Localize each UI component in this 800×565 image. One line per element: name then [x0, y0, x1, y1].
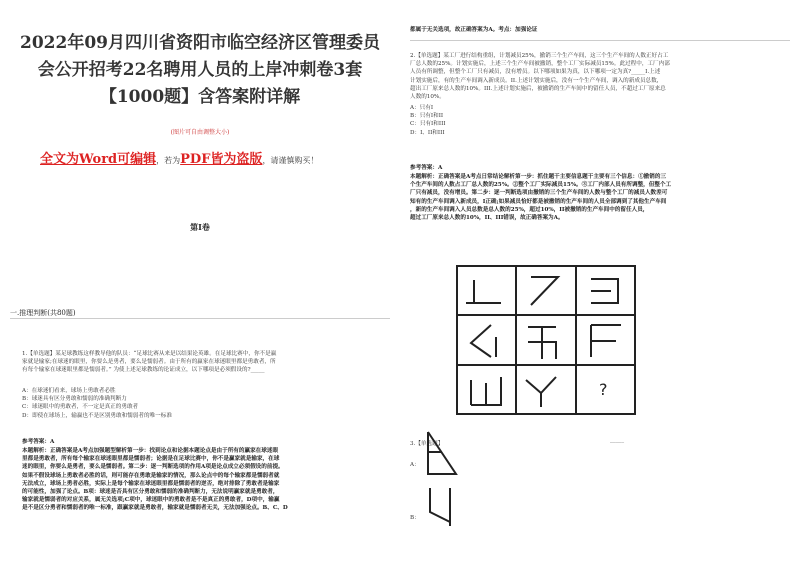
q3-option-b-figure [420, 482, 460, 532]
q3-blank: _____ [610, 437, 624, 443]
cell-1-shape [466, 280, 501, 303]
q2-analysis-line: 知有的生产车间调入新成员，I正确;如果减员恰好都是被撤销的生产车间的人员全部调到了其他生产车间 [410, 198, 667, 205]
word-editable-notice [40, 148, 400, 167]
q2-stem-line: 人数的10%。 [410, 94, 445, 101]
doc-title-line-1: 2022年09月四川省资阳市临空经济区管理委员 [20, 33, 380, 53]
q1-option-d: D：即使在球场上，输赢也不是区别勇敢和懦弱者的唯一标准 [22, 412, 172, 419]
q1-analysis-line: 迷的眼里，你要么是勇者，要么是懦弱者。第二步：逐一判断选项的作用A项是论点成立必须假设的前提。 [22, 464, 284, 471]
q1-options [22, 387, 392, 420]
q2-stem-line: 人员有所调整，但整个工厂只有减员，没有增员。以下哪项如果为真，以下哪项一定为真?_____I.上述 [410, 69, 661, 76]
doc-title-line-3: 【1000题】含答案附详解 [99, 87, 301, 107]
q3-label-text: 3.【单选题】 [410, 441, 444, 447]
option-b-line [430, 488, 450, 522]
cell-8-shape [526, 377, 556, 407]
promo-word: 全文为Word可编辑 [40, 152, 157, 167]
q3-option-a-label: A： [410, 462, 420, 468]
q2-analysis-line: 本题解析：正确答案是A考点日常结论解析第一步：抓住题干主要信息题干主要有三个信息：①撤销的三 [410, 174, 667, 180]
q3-option-a-figure [420, 428, 460, 478]
image-adjust-note: (图片可自由调整大小) [170, 129, 230, 136]
q2-stem [410, 52, 790, 101]
q2-analysis-line: 超过工厂原来总人数的10%，II、III错误，故正确答案为A。 [410, 215, 564, 222]
cell-5-shape [528, 327, 556, 359]
q1-stem-line: 家就是输家;在球迷的眼里，你要么是勇者，要么是懦弱者。由于所有的赢家在球迷眼里都是勇敢者，所 [22, 359, 276, 366]
q2-stem-line: 厂总人数的25%。计划实施后，上述三个生产车间被撤销，整个工厂实际减员15%。此过程中，工厂内部 [410, 61, 670, 68]
q2-stem-line: 2.【单选题】某工厂进行结构重组，计划减员25%，撤销三个生产车间，这三个生产车间的人数正好占工 [410, 53, 669, 59]
q1-analysis-line: 无法成立，球场上勇者必胜，实际上是每个输家在球迷眼里都是懦弱者的逆否，绝对排除了勇敢者是输家 [22, 480, 280, 487]
cell-2-shape [531, 277, 558, 305]
cell-4-shape [471, 325, 496, 357]
q1-analysis-tail: 都属于无关选项，故正确答案为A。考点：加强论证 [410, 27, 538, 33]
cell-7-shape [471, 377, 501, 405]
doc-title-line-2: 会公开招考22名聘用人员的上岸冲刺卷3套 [37, 60, 363, 80]
promo-pdf: PDF皆为盗版 [180, 152, 263, 167]
cell-3-shape [591, 279, 618, 303]
q1-stem-line: 有每个输家在球迷眼里都是懦弱者。” 为使上述足球教练的论证成立，以下哪项是必须假设的?_____ [22, 367, 265, 374]
q2-option-b: B：只有I和II [410, 113, 444, 120]
puzzle-grid-svg [456, 265, 636, 415]
missing-cell-mark: ? [599, 380, 608, 399]
q1-analysis-line: 本题解析：正确答案是A考点加强题型解析第一步：找到论点和论据本题论点是由于所有的赢家在球迷眼 [22, 448, 279, 454]
q1-option-b: B：球迷具有区分勇敢和懦弱的准确判断力 [22, 396, 127, 403]
q1-option-c: C：球迷眼中的勇敢者，不一定是真正的勇敢者 [22, 404, 139, 411]
q2-stem-line: 计划实施后，有的生产车间调入新成员。II.上述计划实施后，没有一个生产车间，调入的新成员总数， [410, 77, 663, 84]
q2-analysis-line: 厂只有减员，没有增员。第二步：逐一判断选项由撤销的三个生产车间的人数与整个工厂的减员人数差可 [410, 190, 668, 197]
q2-ref-answer: 参考答案：A [410, 165, 443, 171]
q2-stem-line: 超出工厂原来总人数的10%。III.上述计划实施后，被撤销的生产车间中的留任人员，不超过工厂原来总 [410, 85, 666, 92]
q1-analysis-line: 是不是区分勇者和懦弱者的唯一标准，跟赢家就是勇敢者，输家就是懦弱者无关，无法加强论点。B、C、D [22, 505, 288, 512]
volume-heading: 第I卷 [190, 222, 210, 232]
promo-warn: ，请谨慎购买！ [262, 156, 319, 165]
q2-option-c: C：只有I和III [410, 121, 446, 128]
q2-analysis-line: 个生产车间的人数占工厂总人数的25%。②整个工厂实际减员15%。③工厂内部人员有所调整，但整个工 [410, 182, 672, 189]
q1-ref-answer: 参考答案：A [22, 439, 55, 445]
q2-analysis-line: ，新的生产车间调入人员总数是总人数的25%，超过10%，II被撤销的生产车间中的留任人员， [410, 206, 649, 213]
divider [410, 40, 790, 41]
q1-analysis-line: 如果不假设球场上勇敢者必胜的话，则可能存在勇敢是输家的情况，那么论点中的每个输家都是懦弱者就 [22, 472, 280, 479]
q1-analysis-line: 里都是勇敢者，所有每个输家在球迷眼里都是懦弱者；论据是在足球比赛中，你不是赢家就是输家，在球 [22, 456, 280, 463]
q1-stem [22, 350, 392, 375]
q2-analysis [410, 173, 790, 222]
q1-analysis-line: 的可能性，加强了论点。B项：球迷是否具有区分勇敢和懦弱的准确判断力，无法说明赢家就是勇敢者， [22, 489, 279, 496]
q2-options [410, 104, 446, 137]
q1-stem-line: 1.【单选题】某足球教练这样教导他的队员：“足球比赛从来是以结果论英雄。在足球比赛中，你不是赢 [22, 351, 277, 357]
section-heading: 一.推理判断(共80题) [10, 309, 76, 317]
q1-analysis [22, 447, 392, 513]
divider [10, 318, 390, 319]
q2-option-d: D：I、II和III [410, 129, 445, 136]
q1-analysis-line: 输家就是懦弱者的对应关系，属无关选项;C项中，球迷眼中的勇敢者是不是真正的勇敢者，D项中，输赢 [22, 497, 280, 504]
q2-option-a: A：只有I [410, 105, 434, 111]
promo-if: ，若为 [156, 156, 181, 165]
cell-6-shape [591, 325, 621, 357]
figure-puzzle-grid [456, 265, 636, 415]
q3-option-b-label: B： [410, 515, 420, 521]
q1-option-a: A：在球迷们看来，球场上勇敢者必胜 [22, 388, 116, 394]
